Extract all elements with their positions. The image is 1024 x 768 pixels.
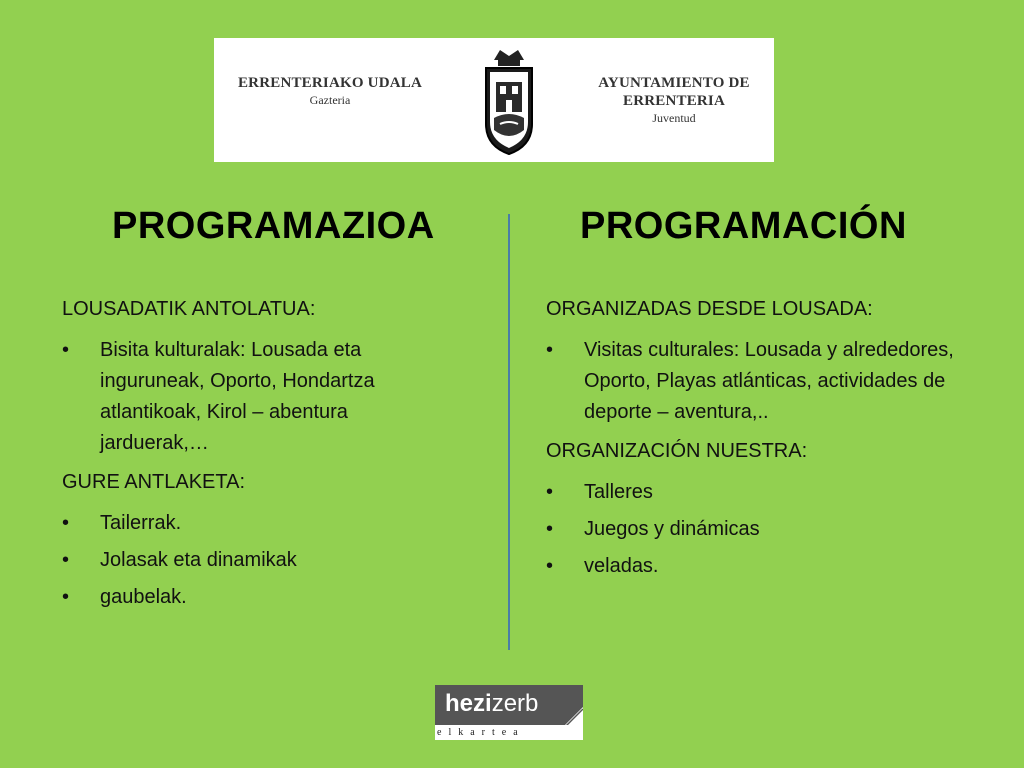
left-heading-1: LOUSADATIK ANTOLATUA: — [62, 298, 316, 320]
list-item: • Tailerrak. — [62, 508, 462, 539]
list-item: • Visitas culturales: Lousada y alrededores, Oporto, Playas atlánticas, actividades de deporte – aventura,.. — [546, 335, 976, 428]
header-right-title-line1: AYUNTAMIENTO DE — [598, 75, 750, 91]
header-logo-banner — [214, 38, 774, 162]
hezizerb-logo — [435, 685, 583, 740]
header-right-text — [574, 74, 774, 126]
right-column-title: PROGRAMACIÓN — [580, 205, 907, 247]
coat-of-arms-icon — [480, 46, 538, 156]
bullet-icon: • — [546, 339, 554, 361]
logo-light-band — [435, 725, 583, 740]
header-right-title-line2: ERRENTERIA — [622, 93, 726, 109]
bullet-icon: • — [62, 339, 70, 361]
left-column-title: PROGRAMAZIOA — [112, 205, 435, 247]
logo-wordmark: hezizerb — [445, 690, 539, 717]
list-item: • Talleres — [546, 477, 976, 508]
header-left-subtitle: Gazteria — [309, 93, 351, 107]
bullet-icon: • — [62, 512, 70, 534]
header-left-text — [220, 74, 440, 108]
list-item: • Jolasak eta dinamikak — [62, 545, 462, 576]
bullet-icon: • — [546, 518, 554, 540]
left-heading-2: GURE ANTLAKETA: — [62, 471, 246, 493]
list-item: • gaubelak. — [62, 582, 462, 613]
left-bullets-2 — [62, 508, 462, 613]
left-bullets-1 — [62, 335, 462, 459]
column-divider — [508, 214, 510, 650]
header-right-subtitle: Juventud — [652, 111, 696, 125]
bullet-icon: • — [546, 555, 554, 577]
right-heading-2: ORGANIZACIÓN NUESTRA: — [546, 440, 808, 462]
list-item: • veladas. — [546, 551, 976, 582]
bullet-icon: • — [62, 586, 70, 608]
right-bullets-2 — [546, 477, 976, 582]
list-item: • Bisita kulturalak: Lousada eta inguruneak, Oporto, Hondartza atlantikoak, Kirol – abentura jarduerak,… — [62, 335, 462, 459]
right-column — [546, 294, 976, 590]
left-column — [62, 294, 462, 621]
right-bullets-1 — [546, 335, 976, 428]
logo-subtitle: elkartea — [437, 727, 525, 738]
header-left-title: ERRENTERIAKO UDALA — [237, 75, 423, 91]
right-heading-1: ORGANIZADAS DESDE LOUSADA: — [546, 298, 873, 320]
bullet-icon: • — [62, 549, 70, 571]
list-item: • Juegos y dinámicas — [546, 514, 976, 545]
bullet-icon: • — [546, 481, 554, 503]
